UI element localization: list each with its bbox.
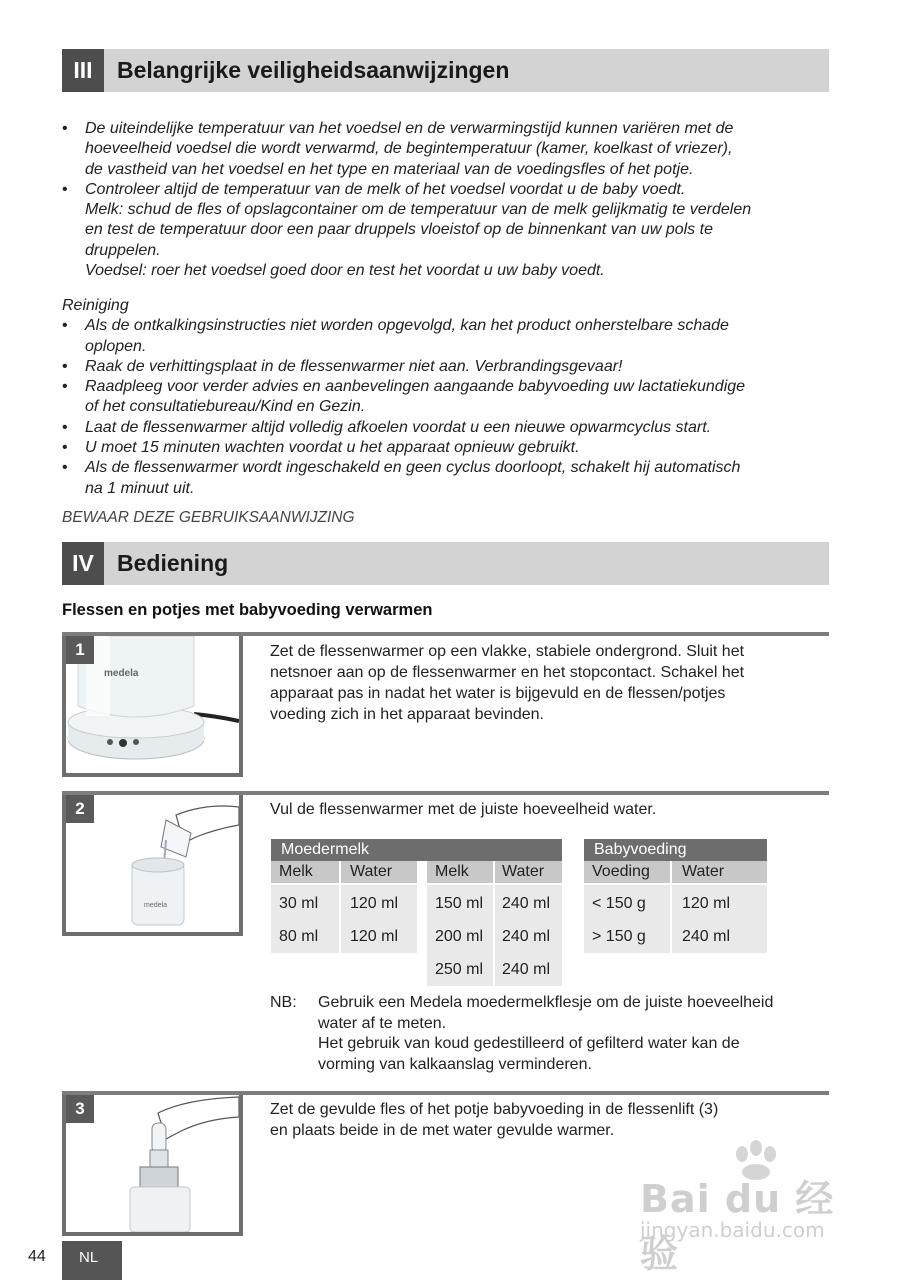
section-header-iii — [62, 49, 829, 92]
step-2-image — [62, 795, 243, 936]
subsection-title: Flessen en potjes met babyvoeding verwarmen — [62, 601, 433, 619]
table-cell: < 150 g — [592, 895, 646, 912]
brand-label: medela — [144, 902, 167, 909]
list-item: • Raadpleeg voor verder advies en aanbevelingen aangaande babyvoeding uw lactatiekundige of het consultatiebureau/Kind en Gezin. — [62, 378, 746, 416]
language-tab: NL — [62, 1241, 122, 1280]
section-number: IV — [62, 542, 104, 585]
cleaning-heading: Reiniging — [62, 297, 129, 314]
section-number: III — [62, 49, 104, 92]
table-cell: 120 ml — [682, 895, 731, 912]
page-number: 44 — [28, 1248, 46, 1265]
table-cell: 80 ml — [279, 928, 319, 945]
table-cell: 240 ml — [502, 928, 551, 945]
table-header-cell: Water — [682, 863, 725, 880]
table-cell: 200 ml — [435, 928, 484, 945]
table-cell: > 150 g — [592, 928, 646, 945]
list-item: • Laat de flessenwarmer altijd volledig afkoelen voordat u een nieuwe opwarmcyclus start. — [62, 418, 712, 436]
list-item: • Als de flessenwarmer wordt ingeschakeld en geen cyclus doorloopt, schakelt hij automatisch na 1 minuut uit. — [62, 459, 741, 497]
watermark-url: jingyan.baidu.com — [640, 1218, 825, 1242]
note-label: NB: — [270, 994, 297, 1011]
table-cell: 250 ml — [435, 961, 484, 978]
column-divider — [339, 861, 341, 953]
safety-bullets — [62, 119, 842, 281]
step-number: 2 — [66, 795, 94, 823]
table-cell: 150 ml — [435, 895, 484, 912]
table-header-cell: Melk — [279, 863, 313, 880]
table-cell: 120 ml — [350, 928, 399, 945]
list-item: • Als de ontkalkingsinstructies niet worden opgevolgd, kan het product onherstelbare schade oplopen. — [62, 317, 729, 355]
watermark-logo: Bai du 经验 — [640, 1177, 835, 1276]
section-title: Bediening — [117, 550, 229, 576]
note-text: Gebruik een Medela moedermelkflesje om de juiste hoeveelheid water af te meten. Het gebruik van koud gedestilleerd of gefilterd water kan de vorming van kalkaanslag verminderen. — [318, 994, 774, 1073]
table-cell: 120 ml — [350, 895, 399, 912]
cleaning-section — [62, 296, 842, 499]
list-item: • U moet 15 minuten wachten voordat u het apparaat opnieuw gebruikt. — [62, 439, 580, 457]
table-header-cell: Water — [350, 863, 393, 880]
section-title: Belangrijke veiligheidsaanwijzingen — [117, 57, 510, 83]
table-cell: 240 ml — [502, 895, 551, 912]
table-header-cell: Melk — [435, 863, 469, 880]
step-2-text: Vul de flessenwarmer met de juiste hoeveelheid water. — [270, 801, 657, 818]
step-number: 1 — [66, 636, 94, 664]
step-number: 3 — [66, 1095, 94, 1123]
table-moedermelk-title: Moedermelk — [271, 839, 562, 861]
list-item: • Controleer altijd de temperatuur van de melk of het voedsel voordat u de baby voedt. Melk: schud de fles of opslagcontainer om de temperatuur van de melk gelijkmatig te verdelen en test de temperatuur door een paar druppels vloeistof op de binnenkant van uw pols te druppelen. Voedsel: roer het voedsel goed door en test het voordat u uw baby voedt. — [62, 180, 752, 280]
table-cell: 30 ml — [279, 895, 319, 912]
watermark — [640, 1140, 855, 1276]
list-item: • Raak de verhittingsplaat in de flessenwarmer niet aan. Verbrandingsgevaar! — [62, 357, 623, 375]
keep-instructions-note: BEWAAR DEZE GEBRUIKSAANWIJZING — [62, 509, 355, 526]
step-3-image — [62, 1095, 243, 1236]
step-1-image — [62, 636, 243, 777]
table-header-cell: Water — [502, 863, 545, 880]
step-1-text: Zet de flessenwarmer op een vlakke, stabiele ondergrond. Sluit het netsnoer aan op de flessenwarmer en het stopcontact. Schakel het apparaat pas in nadat het water is bijgevuld en de flessen/potjes voeding zich in het apparaat bevinden. — [270, 643, 745, 723]
table-cell: 240 ml — [502, 961, 551, 978]
list-item: • De uiteindelijke temperatuur van het voedsel en de verwarmingstijd kunnen variëren met de hoeveelheid voedsel die wordt verwarmd, de begintemperatuur (kamer, koelkast of vriezer), de vastheid van het voedsel en het type en materiaal van de voedingsfles of het potje. — [62, 120, 734, 178]
table-header-cell: Voeding — [592, 863, 650, 880]
brand-label: medela — [104, 668, 139, 679]
table-cell: 240 ml — [682, 928, 731, 945]
table-babyvoeding-title: Babyvoeding — [584, 839, 767, 861]
section-header-iv — [62, 542, 829, 585]
column-divider — [670, 861, 672, 953]
step-3-text: Zet de gevulde fles of het potje babyvoeding in de flessenlift (3) en plaats beide in de met water gevulde warmer. — [270, 1101, 719, 1139]
